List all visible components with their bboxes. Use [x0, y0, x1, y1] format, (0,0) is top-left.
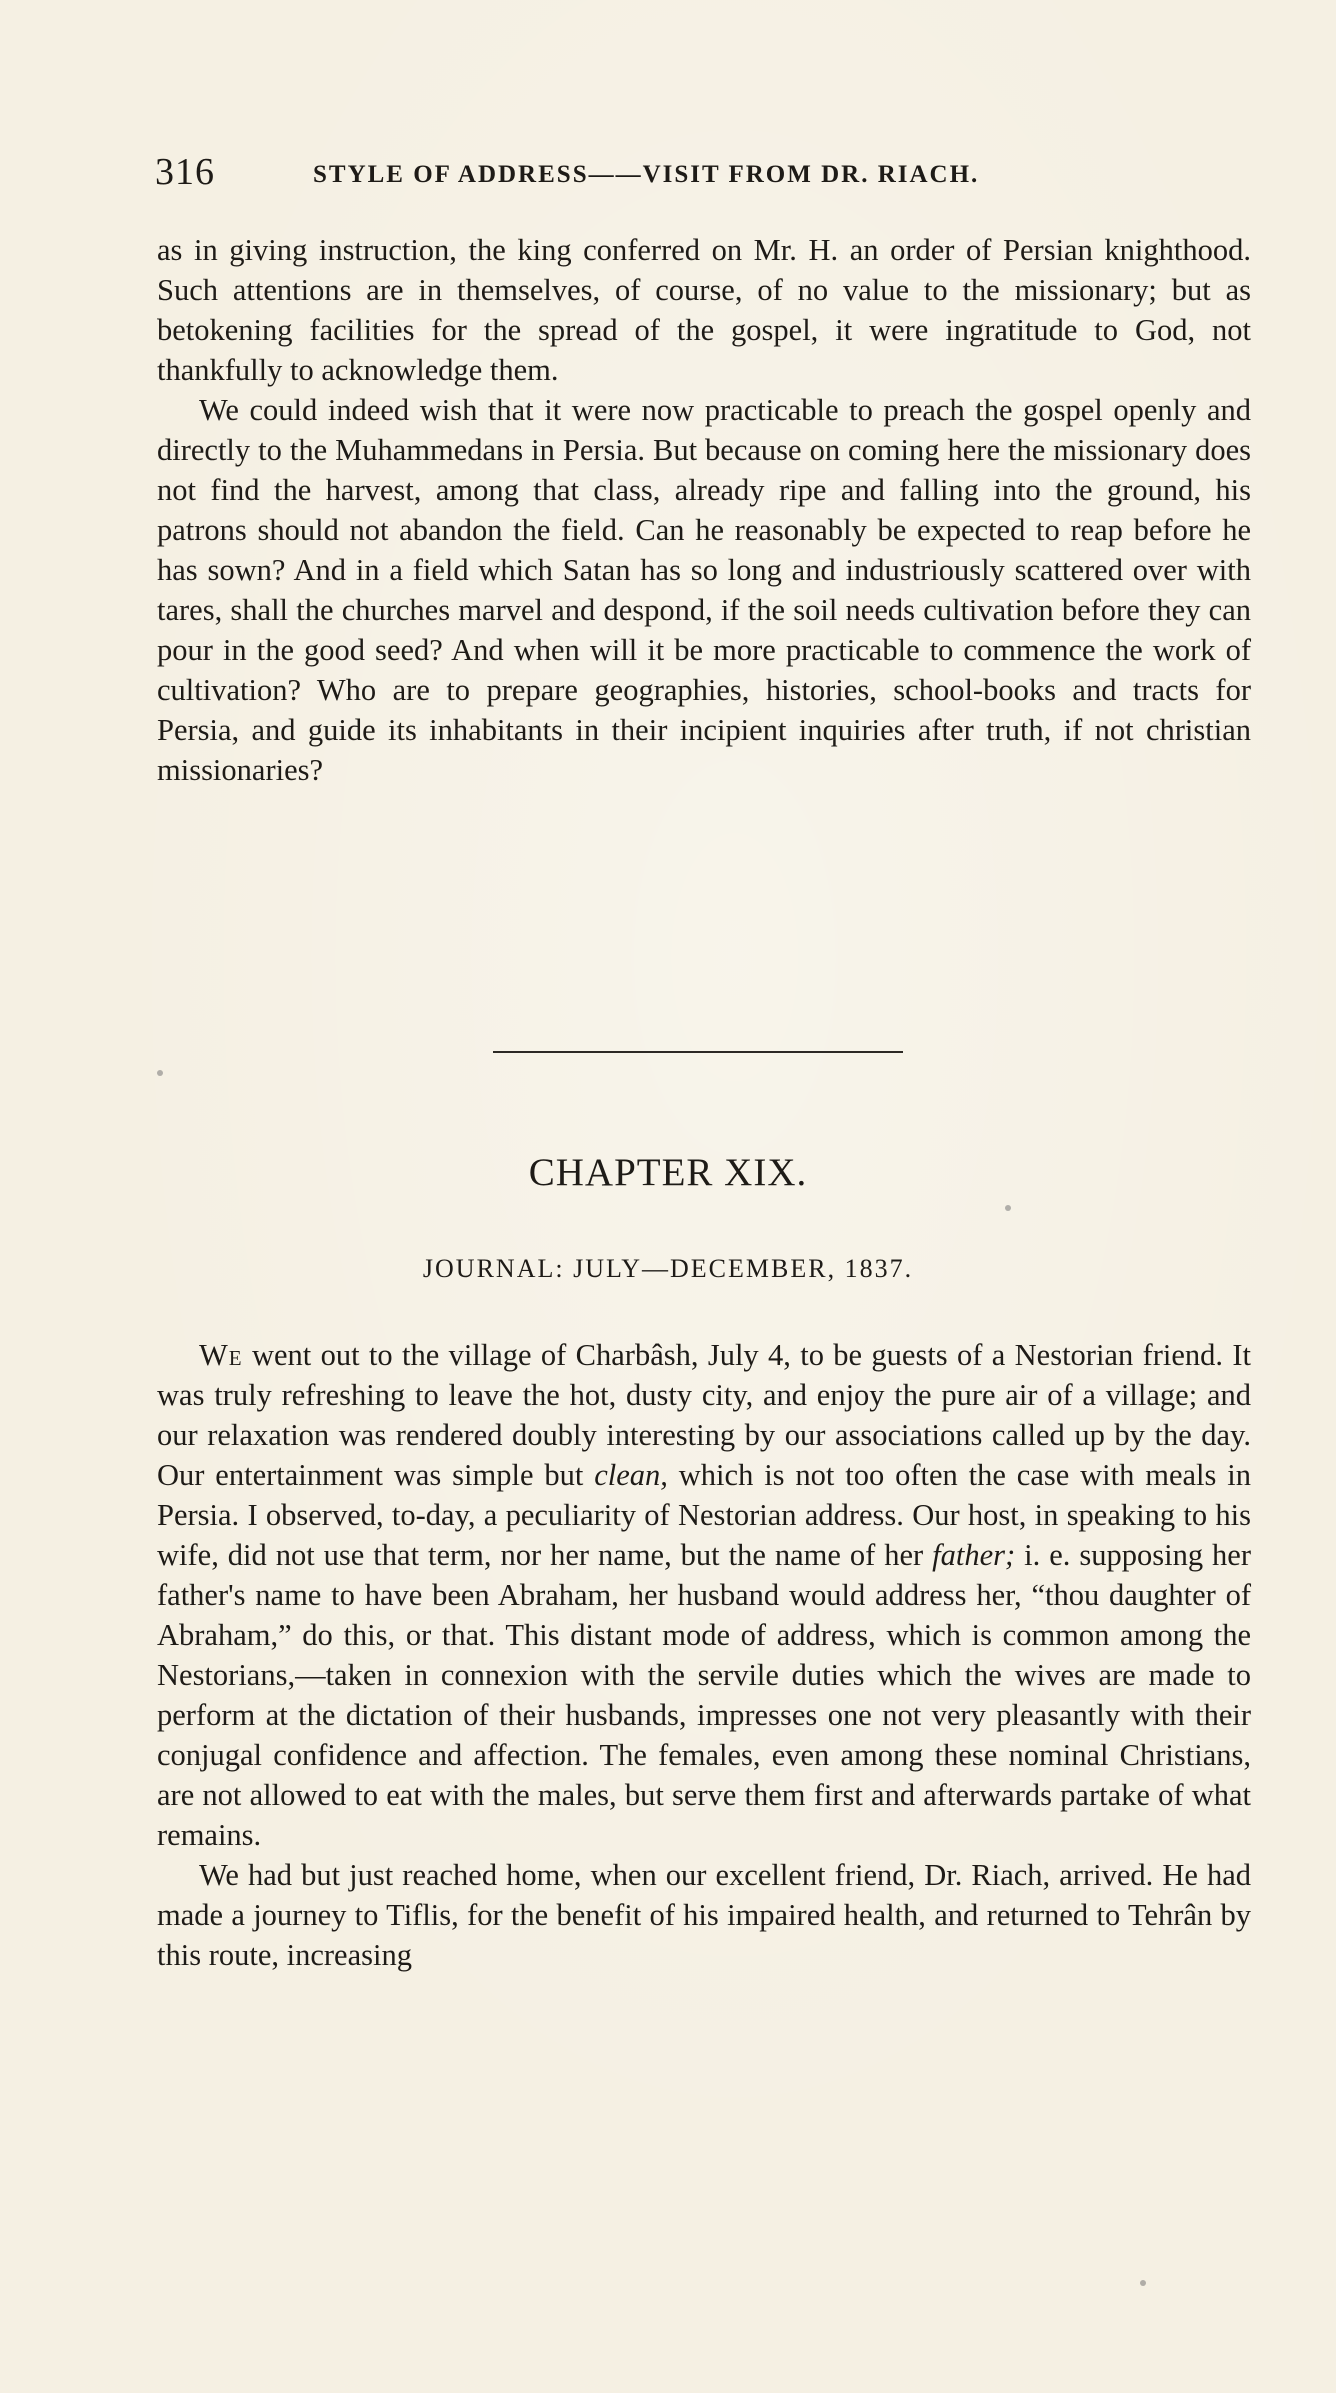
paragraph-continued: as in giving instruction, the king conferred on Mr. H. an order of Persian knighthood. Such attentions are in themselves, of course, of no value to the missionary; but as betokening facilities for the spread of the gospel, it were ingratitude to God, not thankfully to acknowledge them.	[157, 233, 1251, 387]
opening-text	[157, 230, 1251, 790]
chapter-title: CHAPTER XIX.	[528, 1151, 808, 1194]
paragraph-lead-word: We	[199, 1338, 243, 1372]
paper-speck	[157, 1070, 163, 1076]
chapter-body	[157, 1335, 1251, 1975]
paper-speck	[1140, 2280, 1146, 2286]
italic-word-clean: clean,	[594, 1458, 668, 1492]
italic-word-father: father;	[932, 1538, 1016, 1572]
paragraph-charbash	[157, 1335, 1251, 1855]
paragraph-preaching: We could indeed wish that it were now practicable to preach the gospel openly and directly to the Muhammedans in Persia. But because on coming here the missionary does not find the harvest, among that class, already ripe and falling into the ground, his patrons should not abandon the field. Can he reasonably be expected to reap before he has sown? And in a field which Satan has so long and industriously scattered over with tares, shall the churches marvel and despond, if the soil needs cultivation before they can pour in the good seed? And when will it be more practicable to commence the work of cultivation? Who are to prepare geographies, histories, school-books and tracts for Persia, and guide its inhabitants in their incipient inquiries after truth, if not christian missionaries?	[157, 393, 1251, 787]
paragraph-text-part: which is not too often the case with meals in Persia. I observed, to-day, a peculiarity of Nestorian address. Our host, in speaking to his wife, did not use that term, nor her name, but the name of her	[157, 1458, 1251, 1572]
chapter-subtitle: JOURNAL: JULY—DECEMBER, 1837.	[422, 1254, 914, 1283]
page-header	[155, 150, 1155, 200]
paragraph-text-part: i. e. supposing her father's name to have been Abraham, her husband would address her, “thou daughter of Abraham,” do this, or that. This distant mode of address, which is common among the Nestorians,—taken in connexion with the servile duties which the wives are made to perform at the dictation of their husbands, impresses one not very pleasantly with their conjugal confidence and affection. The females, even among these nominal Christians, are not allowed to eat with the males, but serve them first and afterwards partake of what remains.	[157, 1538, 1251, 1852]
section-divider	[493, 1051, 903, 1053]
running-head: STYLE OF ADDRESS——VISIT FROM DR. RIACH.	[313, 161, 980, 188]
paragraph-text-part: went out to the village of Charbâsh, July 4, to be guests of a Nestorian friend. It was truly refreshing to leave the hot, dusty city, and enjoy the pure air of a village; and our relaxation was rendered doubly interesting by our associations called up by the day. Our entertainment was simple but	[157, 1338, 1251, 1492]
page-number: 316	[155, 151, 215, 193]
paper-speck	[1005, 1205, 1011, 1211]
paragraph-dr-riach: We had but just reached home, when our excellent friend, Dr. Riach, arrived. He had made a journey to Tiflis, for the benefit of his impaired health, and returned to Tehrân by this route, increasing	[157, 1858, 1251, 1972]
